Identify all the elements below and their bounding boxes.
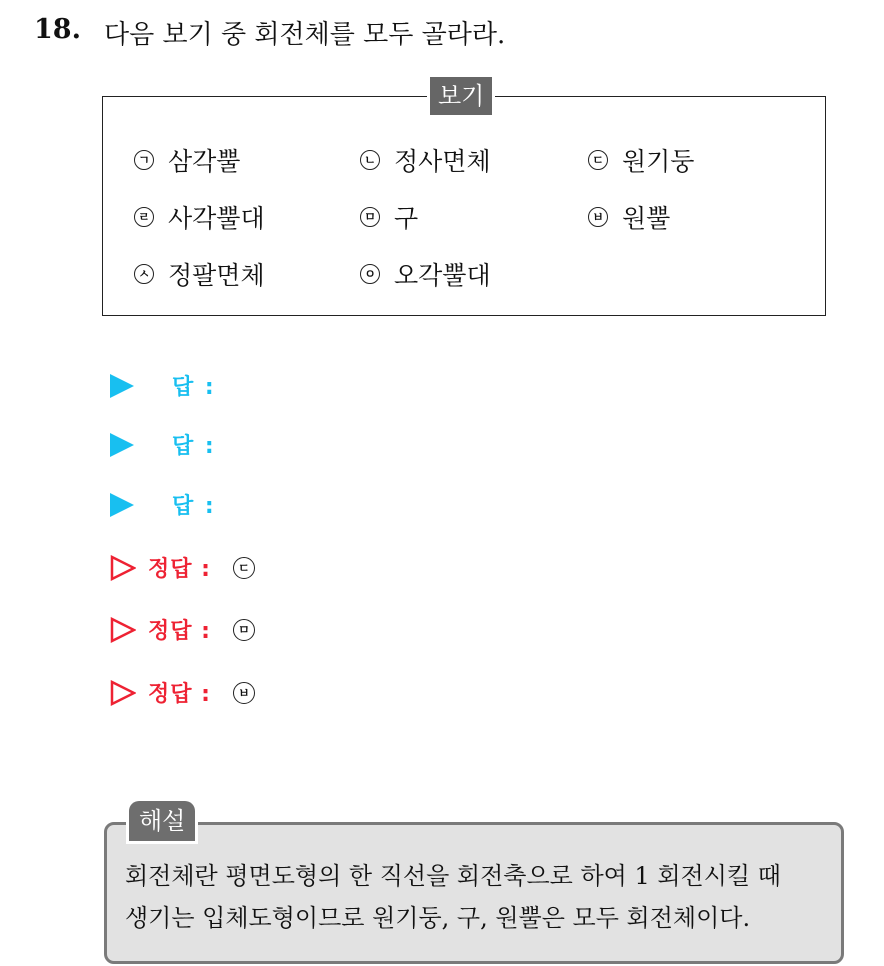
correct-answer-row — [110, 552, 269, 583]
option-mark: ㅇ — [360, 264, 380, 284]
option-text: 오각뿔대 — [394, 261, 491, 290]
outline-triangle-icon — [110, 680, 136, 706]
question-text: 다음 보기 중 회전체를 모두 골라라. — [104, 20, 506, 50]
question-number: 18. — [34, 14, 81, 45]
option-text: 사각뿔대 — [168, 204, 265, 233]
option-mark: ㄱ — [134, 150, 154, 170]
answer-label: 답 : — [172, 375, 216, 400]
option-3 — [588, 142, 694, 178]
option-6 — [588, 199, 670, 235]
option-text: 정팔면체 — [168, 261, 265, 290]
option-text: 정사면체 — [394, 147, 491, 176]
answer-triangle-icon — [110, 374, 134, 398]
option-text: 구 — [394, 204, 419, 233]
answer-triangle-icon — [110, 433, 134, 457]
answer-row — [110, 370, 216, 401]
answer-label: 답 : — [172, 494, 216, 519]
explanation-box — [104, 822, 844, 964]
option-mark: ㅅ — [134, 264, 154, 284]
correct-answer-mark: ㅁ — [233, 619, 255, 641]
answer-label: 답 : — [172, 434, 216, 459]
correct-answer-mark: ㄷ — [233, 557, 255, 579]
option-5 — [360, 199, 418, 235]
option-mark: ㅁ — [360, 207, 380, 227]
correct-answer-row — [110, 614, 269, 645]
option-mark: ㄷ — [588, 150, 608, 170]
correct-answer-label: 정답 : — [148, 557, 211, 582]
option-mark: ㄴ — [360, 150, 380, 170]
answer-row — [110, 489, 216, 520]
explanation-label: 해설 — [129, 801, 195, 841]
bogi-label: 보기 — [430, 77, 492, 115]
option-mark: ㄹ — [134, 207, 154, 227]
correct-answer-mark: ㅂ — [233, 682, 255, 704]
option-mark: ㅂ — [588, 207, 608, 227]
correct-answer-label: 정답 : — [148, 682, 211, 707]
answer-row — [110, 429, 216, 460]
option-text: 원기둥 — [622, 147, 695, 176]
option-text: 삼각뿔 — [168, 147, 241, 176]
correct-answer-row — [110, 677, 269, 708]
option-text: 원뿔 — [622, 204, 671, 233]
answer-triangle-icon — [110, 493, 134, 517]
option-7 — [134, 256, 265, 292]
explanation-line: 회전체란 평면도형의 한 직선을 회전축으로 하여 1 회전시킬 때 — [125, 862, 781, 890]
correct-answer-label: 정답 : — [148, 619, 211, 644]
outline-triangle-icon — [110, 617, 136, 643]
explanation-line: 생기는 입체도형이므로 원기둥, 구, 원뿔은 모두 회전체이다. — [125, 904, 751, 932]
option-1 — [134, 142, 240, 178]
option-8 — [360, 256, 491, 292]
option-4 — [134, 199, 265, 235]
option-2 — [360, 142, 491, 178]
outline-triangle-icon — [110, 555, 136, 581]
